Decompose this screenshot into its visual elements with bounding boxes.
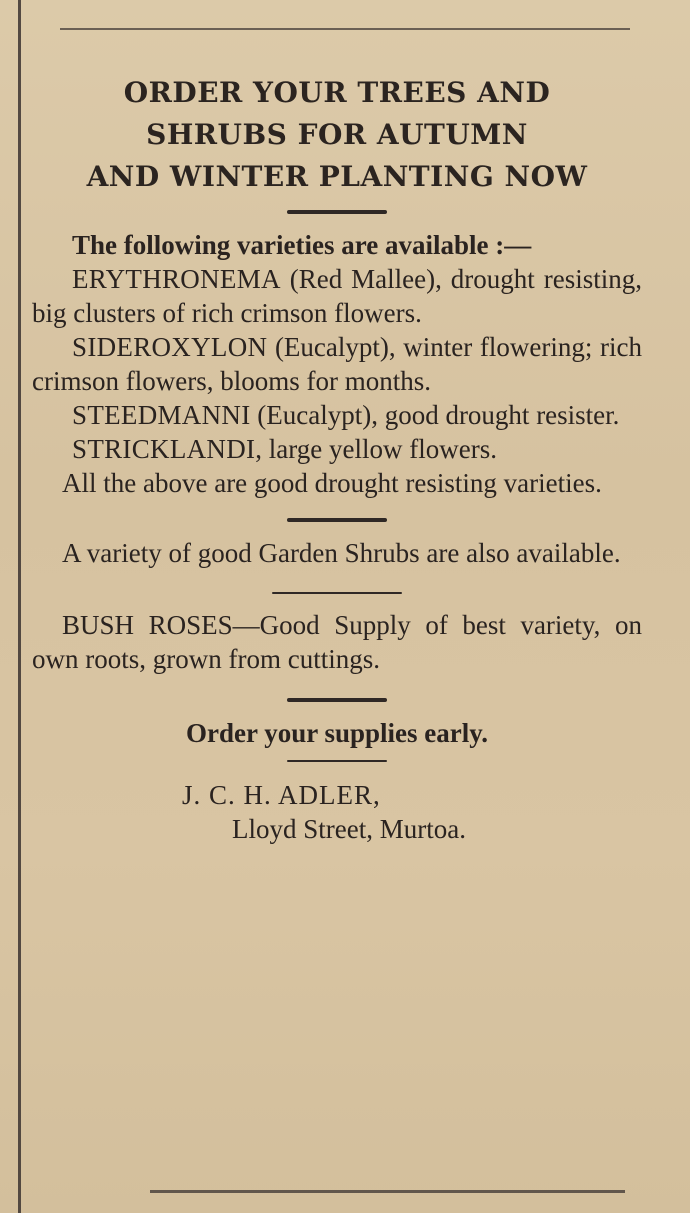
variety-entry — [32, 398, 642, 432]
variety-name: STRICKLANDI — [72, 434, 256, 464]
variety-description: (Eucalypt), good drought resister. — [250, 400, 620, 430]
shrubs-note: A variety of good Garden Shrubs are also available. — [62, 538, 621, 568]
separator — [287, 518, 387, 522]
separator — [287, 760, 387, 762]
variety-name: SIDEROXYLON — [72, 332, 268, 362]
variety-description: (Eucalypt), winter flowering; rich crimson flowers, blooms for months. — [32, 332, 642, 396]
top-rule — [60, 28, 630, 30]
drought-note: All the above are good drought resisting varieties. — [62, 468, 602, 498]
signature-name: J. C. H. ADLER, — [182, 780, 381, 810]
variety-description: , large yellow flowers. — [255, 434, 497, 464]
signature-address: Lloyd Street, Murtoa. — [232, 814, 466, 844]
intro-text: The following varieties are available :— — [72, 230, 532, 260]
variety-name: ERYTHRONEMA — [72, 264, 281, 294]
separator — [272, 592, 402, 594]
headline-line-2: SHRUBS FOR AUTUMN — [146, 118, 528, 151]
roses-text: —Good Supply of best variety, on own roots, grown from cuttings. — [32, 610, 642, 674]
variety-entry — [32, 330, 642, 398]
variety-entry — [32, 262, 642, 330]
roses-lead: BUSH ROSES — [62, 610, 233, 640]
separator — [287, 210, 387, 214]
advertisement — [32, 72, 642, 846]
column-rule — [18, 0, 21, 1213]
separator — [287, 698, 387, 702]
roses-note — [32, 608, 642, 676]
headline-line-1: ORDER YOUR TREES AND — [123, 76, 551, 109]
bottom-rule — [150, 1190, 625, 1193]
order-note: Order your supplies early. — [185, 718, 489, 748]
headline-line-3: AND WINTER PLANTING NOW — [86, 160, 588, 193]
headline — [32, 72, 642, 198]
variety-entry — [32, 432, 642, 466]
variety-description: (Red Mallee), drought resisting, big clusters of rich crimson flowers. — [32, 264, 642, 328]
variety-name: STEEDMANNI — [72, 400, 251, 430]
